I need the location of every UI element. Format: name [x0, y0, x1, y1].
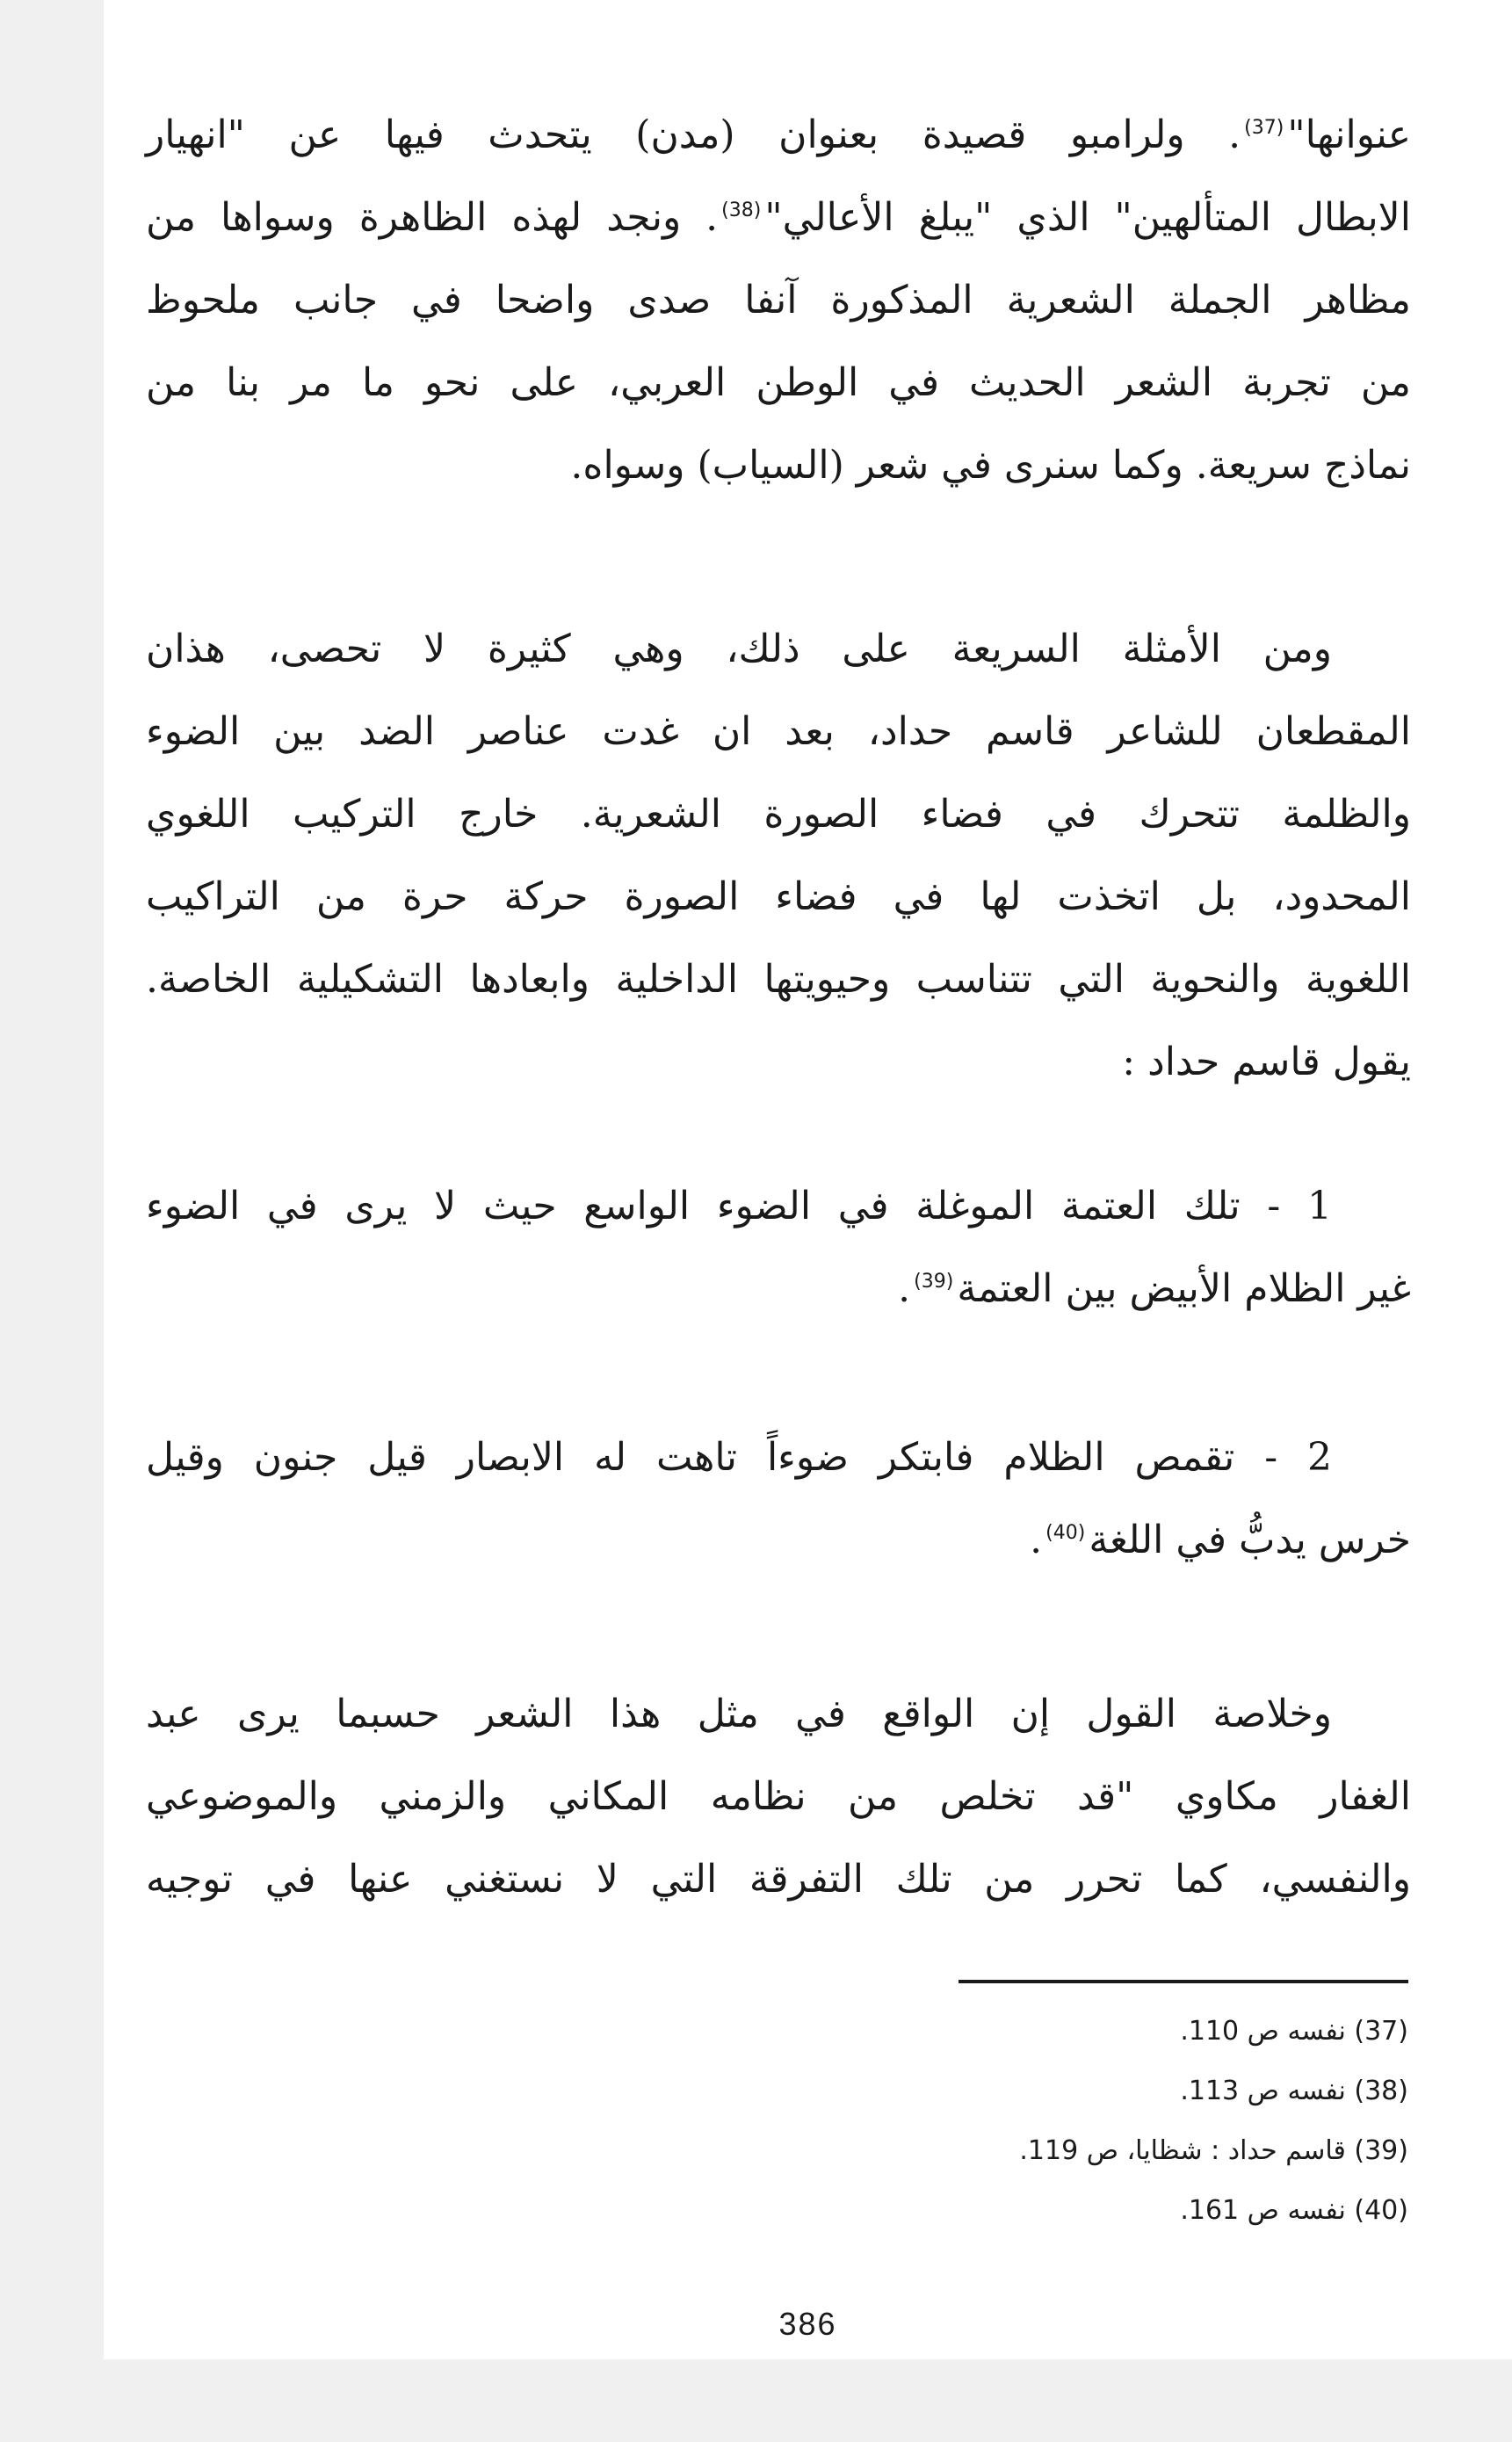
- paragraph-1-line-3: مظاهر الجملة الشعرية المذكورة آنفا صدى واضحا في جانب ملحوظ: [146, 278, 1411, 322]
- quote-1-line-2: غير الظلام الأبيض بين العتمة$^{(39)}$.: [898, 1266, 1411, 1311]
- quote-2: [146, 1417, 1411, 1582]
- footnote-ref-40[interactable]: (40): [1045, 1522, 1086, 1545]
- paragraph-2-line-6: يقول قاسم حداد :: [1122, 1040, 1411, 1084]
- quote-2-line-1: 2 - تقمص الظلام فابتكر ضوءاً تاهت له الابصار قيل جنون وقيل: [146, 1435, 1332, 1480]
- footnote-ref-39[interactable]: (39): [914, 1271, 954, 1293]
- footnote-37: (37) نفسه ص 110.: [1180, 2016, 1408, 2047]
- paragraph-3-line-1: وخلاصة القول إن الواقع في مثل هذا الشعر حسبما يرى عبد: [146, 1692, 1333, 1736]
- paragraph-2-line-3: والظلمة تتحرك في فضاء الصورة الشعرية. خارج التركيب اللغوي: [146, 792, 1411, 837]
- footnote-38: (38) نفسه ص 113.: [1180, 2076, 1408, 2106]
- paragraph-1: [146, 94, 1411, 507]
- footnotes: [530, 2002, 1408, 2241]
- paragraph-1-line-2: الابطال المتألهين" الذي "يبلغ الأعالي"$^{(38)}$. ونجد لهذه الظاهرة وسواها من: [146, 195, 1412, 240]
- paragraph-2: [146, 608, 1411, 1104]
- paragraph-2-line-4: المحدود، بل اتخذت لها في فضاء الصورة حركة حرة من التراكيب: [146, 874, 1411, 919]
- paragraph-2-line-2: المقطعان للشاعر قاسم حداد، بعد ان غدت عناصر الضد بين الضوء: [146, 709, 1411, 754]
- footnote-39: (39) قاسم حداد : شظايا، ص 119.: [1019, 2135, 1408, 2166]
- paragraph-1-line-1: عنوانها"$^{(37)}$. ولرامبو قصيدة بعنوان (مدن) يتحدث فيها عن "انهيار: [146, 112, 1411, 157]
- paragraph-3: [146, 1673, 1411, 1921]
- paragraph-1-line-4: من تجربة الشعر الحديث في الوطن العربي، على نحو ما مر بنا من: [146, 360, 1411, 405]
- footnote-ref-38[interactable]: (38): [721, 199, 762, 222]
- quote-1: [146, 1165, 1411, 1330]
- footnote-divider: [959, 1980, 1408, 1983]
- document-page: [104, 0, 1512, 2359]
- paragraph-1-line-5: نماذج سريعة. وكما سنرى في شعر (السياب) وسواه.: [570, 443, 1411, 488]
- footnote-40: (40) نفسه ص 161.: [1180, 2195, 1408, 2226]
- paragraph-2-line-1: ومن الأمثلة السريعة على ذلك، وهي كثيرة لا تحصى، هذان: [146, 627, 1332, 671]
- paragraph-2-line-5: اللغوية والنحوية التي تتناسب وحيويتها الداخلية وابعادها التشكيلية الخاصة.: [146, 957, 1411, 1002]
- page-number: 386: [778, 2306, 837, 2342]
- paragraph-3-line-3: والنفسي، كما تحرر من تلك التفرقة التي لا نستغني عنها في توجيه: [146, 1857, 1411, 1902]
- paragraph-3-line-2: الغفار مكاوي "قد تخلص من نظامه المكاني والزمني والموضوعي: [146, 1774, 1411, 1819]
- quote-2-line-2: خرس يدبُّ في اللغة$^{(40)}$.: [1030, 1518, 1411, 1562]
- quote-1-line-1: 1 - تلك العتمة الموغلة في الضوء الواسع حيث لا يرى في الضوء: [146, 1184, 1332, 1228]
- footnote-ref-37[interactable]: (37): [1244, 117, 1284, 140]
